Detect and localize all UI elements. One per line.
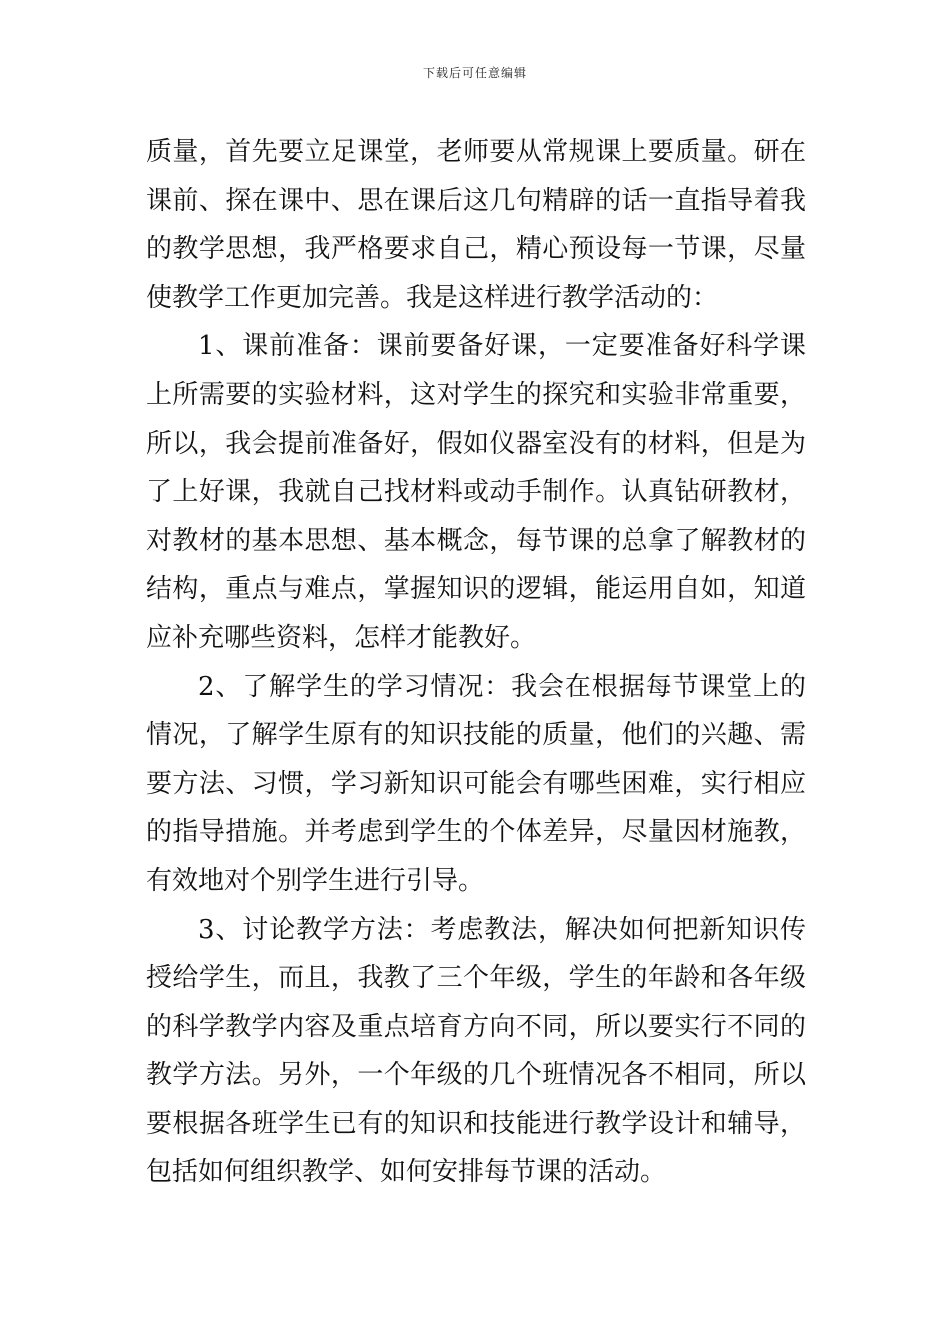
- document-body: [146, 128, 806, 1197]
- paragraph-lesson-preparation: 1、课前准备：课前要备好课，一定要准备好科学课上所需要的实验材料，这对学生的探究和实验非常重要，所以，我会提前准备好，假如仪器室没有的材料，但是为了上好课，我就自己找材料或动手制作。认真钻研教材，对教材的基本思想、基本概念，每节课的总拿了解教材的结构，重点与难点，掌握知识的逻辑，能运用自如，知道应补充哪些资料，怎样才能教好。: [146, 331, 806, 653]
- header-note: 下载后可任意编辑: [422, 66, 527, 80]
- paragraph-student-learning: 2、了解学生的学习情况：我会在根据每节课堂上的情况，了解学生原有的知识技能的质量，他们的兴趣、需要方法、习惯，学习新知识可能会有哪些困难，实行相应的指导措施。并考虑到学生的个体差异，尽量因材施教，有效地对个别学生进行引导。: [146, 671, 806, 896]
- paragraph-intro: 质量，首先要立足课堂，老师要从常规课上要质量。研在课前、探在课中、思在课后这几句精辟的话一直指导着我的教学思想，我严格要求自己，精心预设每一节课，尽量使教学工作更加完善。我是这样进行教学活动的：: [146, 137, 806, 313]
- paragraph-teaching-methods: 3、讨论教学方法：考虑教法，解决如何把新知识传授给学生，而且，我教了三个年级，学生的年龄和各年级的科学教学内容及重点培育方向不同，所以要实行不同的教学方法。另外，一个年级的几个班情况各不相同，所以要根据各班学生已有的知识和技能进行教学设计和辅导，包括如何组织教学、如何安排每节课的活动。: [146, 914, 806, 1188]
